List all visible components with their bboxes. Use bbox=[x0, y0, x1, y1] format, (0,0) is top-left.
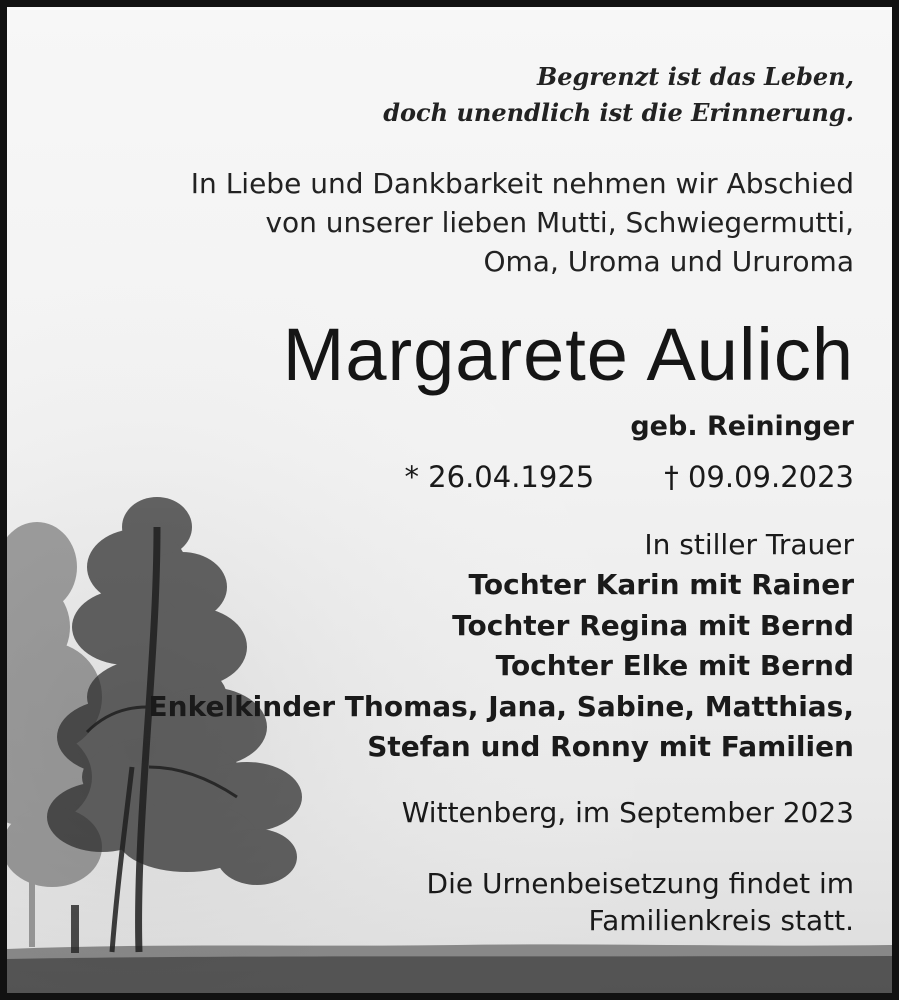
mourner-line: Tochter Regina mit Bernd bbox=[452, 608, 854, 642]
mourners-list bbox=[149, 565, 854, 768]
life-dates bbox=[404, 457, 854, 497]
motto-line: doch unendlich ist die Erinnerung. bbox=[383, 98, 854, 127]
birth-name: geb. Reininger bbox=[630, 411, 854, 442]
motto-line: Begrenzt ist das Leben, bbox=[536, 62, 854, 91]
place-date: Wittenberg, im September 2023 bbox=[401, 796, 854, 829]
mourner-line: Tochter Elke mit Bernd bbox=[495, 649, 854, 682]
intro-text bbox=[191, 164, 854, 281]
mourning-intro: In stiller Trauer bbox=[644, 528, 854, 561]
mourner-line: Stefan und Ronny mit Familien bbox=[367, 730, 854, 763]
deceased-name: Margarete Aulich bbox=[282, 313, 854, 396]
intro-line: Oma, Uroma und Ururoma bbox=[483, 245, 854, 278]
intro-line: In Liebe und Dankbarkeit nehmen wir Abschied bbox=[190, 167, 854, 200]
mourner-line: Tochter Karin mit Rainer bbox=[468, 568, 854, 601]
burial-line: Familienkreis statt. bbox=[588, 904, 854, 937]
birth-date: * 26.04.1925 bbox=[404, 460, 595, 494]
burial-line: Die Urnenbeisetzung findet im bbox=[426, 867, 854, 900]
intro-line: von unserer lieben Mutti, Schwiegermutti, bbox=[265, 206, 854, 239]
motto bbox=[383, 59, 854, 131]
fence-post bbox=[71, 905, 79, 953]
death-date: † 09.09.2023 bbox=[664, 460, 854, 494]
misty-trees-illustration bbox=[7, 7, 892, 993]
mourner-line: Enkelkinder Thomas, Jana, Sabine, Matthias, bbox=[148, 689, 854, 723]
burial-note bbox=[427, 865, 854, 939]
